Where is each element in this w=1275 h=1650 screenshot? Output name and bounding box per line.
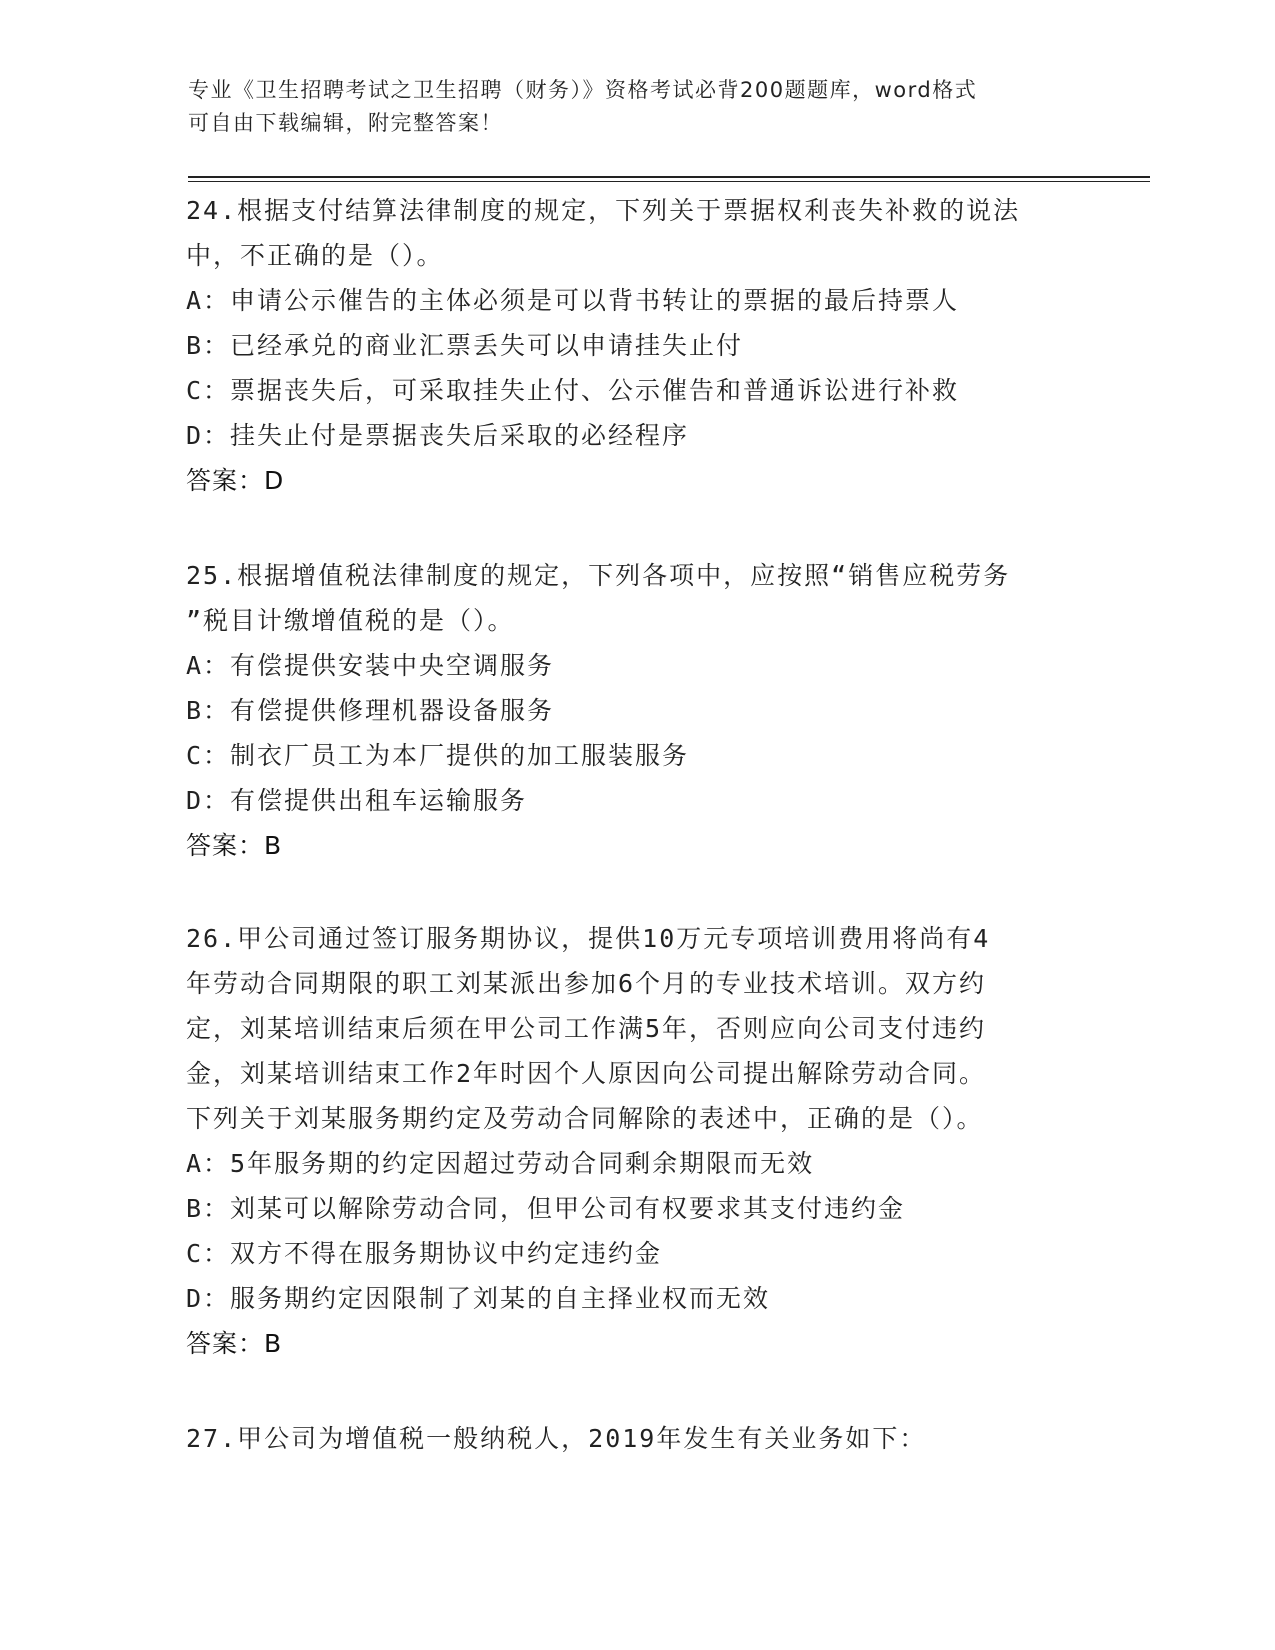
question-24 (186, 188, 1086, 503)
option-b: B：已经承兑的商业汇票丢失可以申请挂失止付 (186, 331, 744, 360)
answer-label: 答案：D (186, 466, 285, 495)
question-stem-line: 24.根据支付结算法律制度的规定，下列关于票据权利丧失补救的说法 (186, 196, 1021, 225)
option-b: B：有偿提供修理机器设备服务 (186, 696, 555, 725)
header-line-1: 专业《卫生招聘考试之卫生招聘（财务）》资格考试必背200题题库，word格式 (188, 78, 978, 102)
question-stem-line: 定，刘某培训结束后须在甲公司工作满5年，否则应向公司支付违约 (186, 1014, 987, 1043)
header-line-2: 可自由下载编辑，附完整答案！ (188, 111, 503, 135)
answer-label: 答案：B (186, 1329, 283, 1358)
question-stem-line: ”税目计缴增值税的是（）。 (186, 606, 515, 635)
question-25 (186, 553, 1086, 868)
option-c: C：票据丧失后，可采取挂失止付、公示催告和普通诉讼进行补救 (186, 376, 960, 405)
question-27 (186, 1416, 1086, 1461)
question-stem-line: 26.甲公司通过签订服务期协议，提供10万元专项培训费用将尚有4 (186, 924, 991, 953)
question-stem-line: 金，刘某培训结束工作2年时因个人原因向公司提出解除劳动合同。 (186, 1059, 987, 1088)
question-stem-line: 年劳动合同期限的职工刘某派出参加6个月的专业技术培训。双方约 (186, 969, 987, 998)
option-d: D：有偿提供出租车运输服务 (186, 786, 528, 815)
option-b: B：刘某可以解除劳动合同，但甲公司有权要求其支付违约金 (186, 1194, 906, 1223)
question-stem-line: 中，不正确的是（）。 (186, 241, 444, 270)
option-c: C：双方不得在服务期协议中约定违约金 (186, 1239, 663, 1268)
header-divider-thick (188, 176, 1150, 178)
question-26 (186, 916, 1086, 1366)
option-c: C：制衣厂员工为本厂提供的加工服装服务 (186, 741, 690, 770)
question-stem-line: 25.根据增值税法律制度的规定，下列各项中，应按照“销售应税劳务 (186, 561, 1011, 590)
document-header (188, 74, 1088, 140)
answer-label: 答案：B (186, 831, 283, 860)
option-a: A：5年服务期的约定因超过劳动合同剩余期限而无效 (186, 1149, 815, 1178)
option-a: A：申请公示催告的主体必须是可以背书转让的票据的最后持票人 (186, 286, 960, 315)
option-a: A：有偿提供安装中央空调服务 (186, 651, 555, 680)
question-stem-line: 下列关于刘某服务期约定及劳动合同解除的表述中，正确的是（）。 (186, 1104, 984, 1133)
header-divider-thin (188, 181, 1150, 182)
option-d: D：挂失止付是票据丧失后采取的必经程序 (186, 421, 690, 450)
question-stem-line: 27.甲公司为增值税一般纳税人，2019年发生有关业务如下： (186, 1424, 927, 1453)
option-d: D：服务期约定因限制了刘某的自主择业权而无效 (186, 1284, 771, 1313)
